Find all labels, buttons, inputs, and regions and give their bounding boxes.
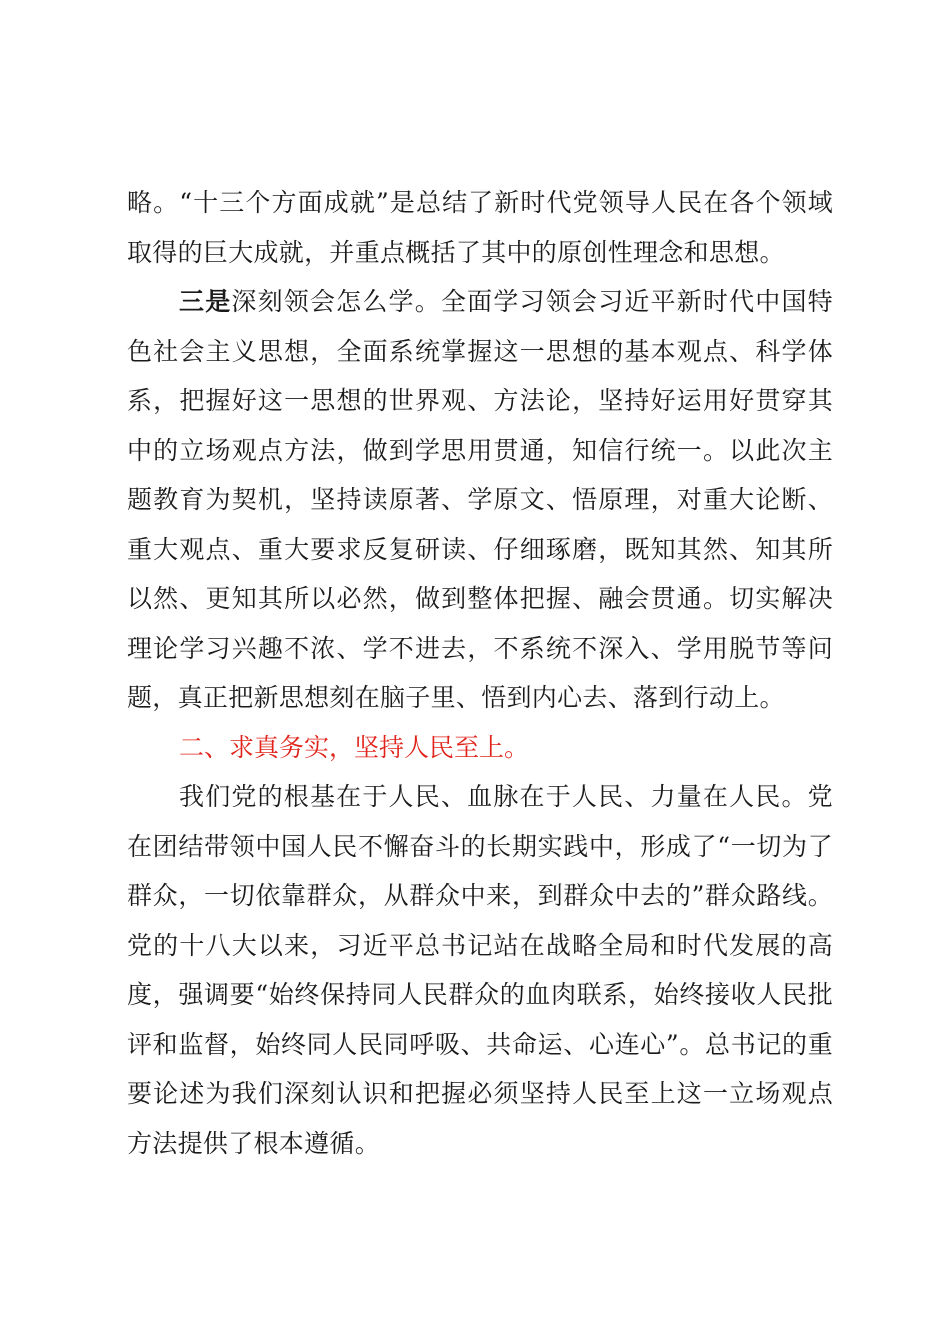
section-three-lead: 三是 bbox=[179, 287, 232, 316]
section-heading-two: 二、求真务实，坚持人民至上。 bbox=[179, 732, 530, 762]
continuation-paragraph: 略。“十三个方面成就”是总结了新时代党领导人民在各个领域取得的巨大成就，并重点概括了其中的原创性理念和思想。 bbox=[127, 188, 833, 267]
section-three-body: 深刻领会怎么学。全面学习领会习近平新时代中国特色社会主义思想，全面系统掌握这一思想的基本观点、科学体系，把握好这一思想的世界观、方法论，坚持好运用好贯穿其中的立场观点方法，做到学思用贯通，知信行统一。以此次主题教育为契机，坚持读原著、学原文、悟原理，对重大论断、重大观点、重大要求反复研读、仔细琢磨，既知其然、知其所以然、更知其所以必然，做到整体把握、融会贯通。切实解决理论学习兴趣不浓、学不进去，不系统不深入、学用脱节等问题，真正把新思想刻在脑子里、悟到内心去、落到行动上。 bbox=[127, 287, 833, 712]
section-three-paragraph bbox=[127, 277, 833, 723]
people-paragraph: 我们党的根基在于人民、血脉在于人民、力量在人民。党在团结带领中国人民不懈奋斗的长期实践中，形成了“一切为了群众，一切依靠群众，从群众中来，到群众中去的”群众路线。党的十八大以来，习近平总书记站在战略全局和时代发展的高度，强调要“始终保持同人民群众的血肉联系，始终接收人民批评和监督，始终同人民同呼吸、共命运、心连心”。总书记的重要论述为我们深刻认识和把握必须坚持人民至上这一立场观点方法提供了根本遵循。 bbox=[127, 782, 833, 1158]
document-page bbox=[127, 178, 833, 1168]
